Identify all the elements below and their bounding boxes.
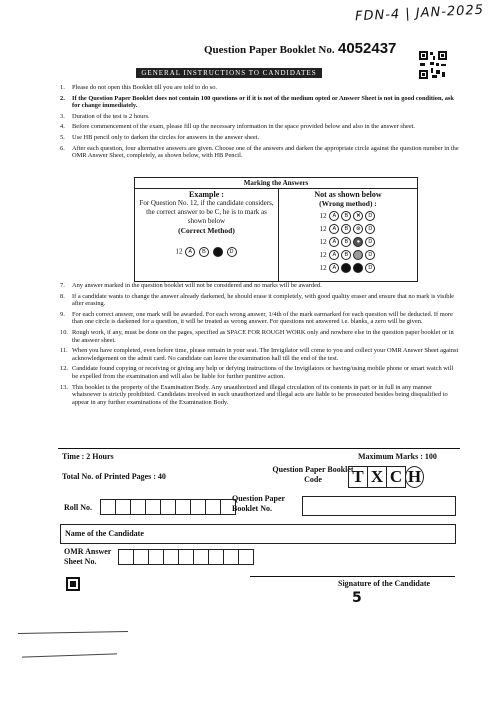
instruction-item: 5. Use HB pencil only to darken the circles for answers in the answer sheet.	[60, 133, 260, 141]
marking-heading: Marking the Answers	[135, 178, 418, 189]
qr-code-icon	[418, 50, 448, 80]
roll-no-boxes[interactable]	[100, 498, 235, 516]
time-label: Time : 2 Hours	[62, 452, 114, 461]
wrong-row: 12 A B ⊗ D	[283, 223, 413, 236]
wrong-examples	[283, 210, 413, 275]
roll-no-label: Roll No.	[64, 503, 92, 512]
booklet-code-label: Question Paper Booklet Code	[272, 465, 354, 484]
instruction-item: 10. Rough work, if any, must be done on the pages, specified as SPACE FOR ROUGH WORK only and nowhere else in the question paper booklet or in the answer sheet.	[60, 328, 454, 344]
bubble-c-filled	[213, 247, 223, 257]
instructions-list	[60, 84, 460, 163]
wrong-heading: Not as shown below	[314, 190, 382, 199]
correct-method-label: (Correct Method)	[178, 226, 235, 235]
wrong-method-cell	[279, 189, 418, 282]
instruction-item: 1. Please do not open this Booklet till you are told to do so.	[60, 84, 218, 91]
instructions-list-2	[60, 282, 460, 409]
wrong-row: 12 A B D	[283, 249, 413, 262]
instruction-item: 9. For each correct answer, one mark will be awarded. For each wrong answer, 1/4th of the mark earmarked for each question will be deducted. If more than one circle is darkened for a question, it will be treated as wrong answer. For questions not answered i.e. blanks, a zero will be given.	[60, 310, 453, 326]
handwritten-date: JAN-2025	[415, 2, 485, 22]
bubble-b: B	[199, 247, 209, 257]
bubble-d: D	[227, 247, 237, 257]
qp-booklet-no-label: Question Paper Booklet No.	[232, 494, 285, 513]
omr-sheet-boxes[interactable]	[118, 548, 253, 566]
wrong-sub: (Wrong method) :	[319, 199, 377, 208]
footer-rule	[58, 448, 460, 449]
correct-method-cell	[135, 189, 279, 282]
candidate-name-field[interactable]	[60, 524, 456, 544]
omr-sheet-label: OMR Answer Sheet No.	[64, 547, 112, 566]
total-pages-label: Total No. of Printed Pages : 40	[62, 472, 166, 481]
booklet-code-boxes	[348, 466, 423, 488]
code-letter: X	[367, 466, 387, 488]
signature-label: Signature of the Candidate	[338, 579, 431, 588]
instruction-item: 12. Candidate found copying or receiving or giving any help or defying instructions of the Invigilators or having/using mobile phone or smart watch will be expelled from the examination and will also be liable for further punitive action.	[60, 365, 454, 380]
booklet-no-label: Question Paper Booklet No.	[204, 44, 335, 56]
wrong-row: 12 A B ✕ D	[283, 210, 413, 223]
candidate-name-label: Name of the Candidate	[65, 529, 144, 538]
wrong-row: 12 A B ● D	[283, 236, 413, 249]
handwritten-number: 5	[352, 590, 362, 606]
code-letter: T	[348, 466, 368, 488]
instruction-item: 4. Before commencement of the exam, please fill up the necessary information in the space provided below and also in the answer sheet.	[60, 123, 416, 131]
pen-mark	[22, 653, 117, 657]
signature-line	[250, 576, 455, 577]
corner-mark-icon	[66, 577, 80, 591]
instruction-item: 13. This booklet is the property of the Examination Body. Any unauthorized and illegal circulation of its contents in part or in full in any manner whatsoever is strictly prohibited. Candidates involved in such unauthorized and illegal acts are liable to be prosecuted besides being disqualified to appear in any further examinations of the Examination Body.	[60, 383, 448, 406]
bubble-a: A	[185, 247, 195, 257]
wrong-row: 12 A D	[283, 262, 413, 275]
instruction-item: 11. When you have completed, even before time, please remain in your seat. The Invigilator will come to you and collect your OMR Answer Sheet against acknowledgement on the admit card. No candidate can leave the examination hall till the end of the test.	[60, 347, 459, 362]
qp-booklet-no-field[interactable]	[302, 496, 456, 516]
instruction-item: 2. If the Question Paper Booklet does not contain 100 questions or if it is not of the medium opted or Answer Sheet is not in good condition, ask for change immediately.	[60, 94, 454, 110]
question-number: 12	[175, 247, 183, 256]
handwritten-note	[355, 3, 485, 25]
instruction-item: 3. Duration of the test is 2 hours.	[60, 112, 150, 120]
max-marks-label: Maximum Marks : 100	[358, 452, 437, 461]
code-letter: C	[386, 466, 406, 488]
instruction-item: 6. After each question, four alternative answers are given. Choose one of the answers and darken the appropriate circle against the question number in the OMR Answer Sheet, completely, as shown below, with HB Pencil.	[60, 144, 459, 160]
instruction-item: 8. If a candidate wants to change the answer already darkened, he should erase it completely, with good quality eraser and ensure that no mark is visible after erasing.	[60, 292, 455, 308]
serial-number: 4052437	[338, 40, 397, 57]
example-heading: Example :	[189, 190, 224, 199]
instructions-banner: GENERAL INSTRUCTIONS TO CANDIDATES	[136, 68, 322, 78]
pen-mark	[18, 631, 128, 634]
correct-example-row	[139, 247, 274, 257]
marking-table	[134, 177, 418, 282]
handwritten-slash: |	[404, 6, 412, 22]
example-text: For Question No. 12, if the candidate considers, the correct answer to be C, he is to mark as shown below	[139, 199, 274, 225]
handwritten-code: FDN-4	[354, 7, 401, 25]
code-letter-circled: H	[405, 466, 424, 488]
instruction-item: 7. Any answer marked in the question booklet will not be considered and no marks will be awarded.	[60, 282, 322, 289]
